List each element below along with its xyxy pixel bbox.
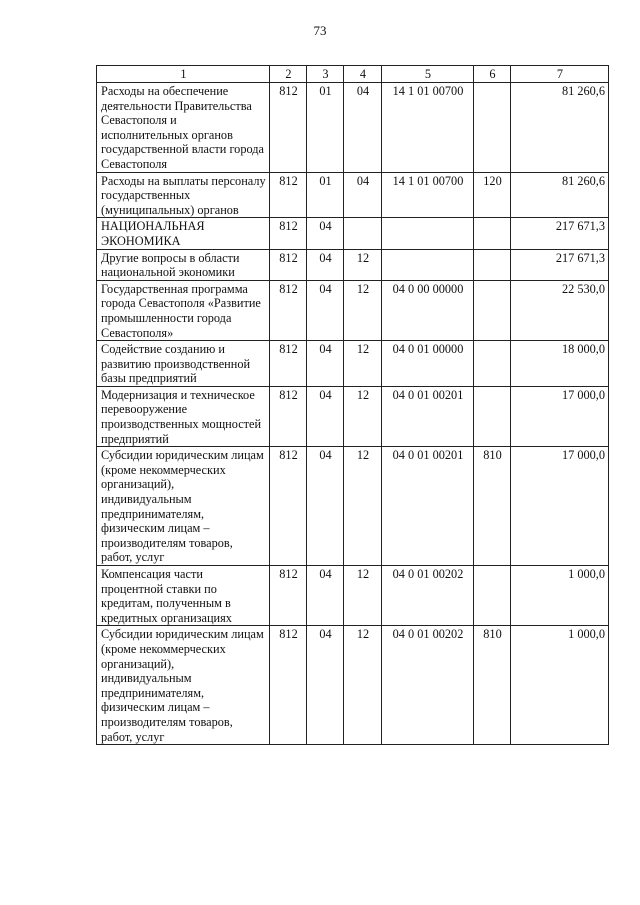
grbs-cell: 812 <box>270 626 307 745</box>
subsection-cell: 12 <box>344 386 382 446</box>
section-cell: 04 <box>307 341 344 387</box>
table-row <box>97 218 609 249</box>
column-header: 4 <box>344 66 382 83</box>
amount-cell: 17 000,0 <box>511 386 609 446</box>
table-row <box>97 566 609 626</box>
row-name: Субсидии юридическим лицам (кроме некоммерческих организаций), индивидуальным предпринимателям, физическим лицам – производителям товаров, работ, услуг <box>97 447 270 566</box>
row-name: Расходы на обеспечение деятельности Правительства Севастополя и исполнительных органов государственной власти города Севастополя <box>97 83 270 173</box>
subsection-cell: 12 <box>344 341 382 387</box>
subsection-cell: 12 <box>344 447 382 566</box>
table-row <box>97 386 609 446</box>
table-row <box>97 249 609 280</box>
column-header: 2 <box>270 66 307 83</box>
amount-cell: 81 260,6 <box>511 83 609 173</box>
row-name: Модернизация и техническое перевооружение производственных мощностей предприятий <box>97 386 270 446</box>
grbs-cell: 812 <box>270 172 307 218</box>
amount-cell: 1 000,0 <box>511 626 609 745</box>
expense-type-cell <box>474 386 511 446</box>
table-row <box>97 83 609 173</box>
expense-type-cell <box>474 83 511 173</box>
row-name: Субсидии юридическим лицам (кроме некоммерческих организаций), индивидуальным предпринимателям, физическим лицам – производителям товаров, работ, услуг <box>97 626 270 745</box>
column-header: 3 <box>307 66 344 83</box>
section-cell: 04 <box>307 626 344 745</box>
target-article-cell: 04 0 01 00202 <box>382 566 474 626</box>
grbs-cell: 812 <box>270 566 307 626</box>
row-name: Компенсация части процентной ставки по кредитам, полученным в кредитных организациях <box>97 566 270 626</box>
subsection-cell: 12 <box>344 566 382 626</box>
table-row <box>97 280 609 340</box>
grbs-cell: 812 <box>270 249 307 280</box>
grbs-cell: 812 <box>270 341 307 387</box>
table-header-row <box>97 66 609 83</box>
expense-type-cell <box>474 341 511 387</box>
target-article-cell <box>382 218 474 249</box>
row-name: Государственная программа города Севастополя «Развитие промышленности города Севастополя» <box>97 280 270 340</box>
section-cell: 04 <box>307 447 344 566</box>
section-cell: 04 <box>307 218 344 249</box>
page-number: 73 <box>313 23 327 38</box>
column-header: 7 <box>511 66 609 83</box>
column-header: 1 <box>97 66 270 83</box>
amount-cell: 217 671,3 <box>511 249 609 280</box>
subsection-cell: 04 <box>344 172 382 218</box>
target-article-cell: 04 0 01 00000 <box>382 341 474 387</box>
column-header: 6 <box>474 66 511 83</box>
amount-cell: 81 260,6 <box>511 172 609 218</box>
expense-type-cell <box>474 218 511 249</box>
row-name: Содействие созданию и развитию производственной базы предприятий <box>97 341 270 387</box>
grbs-cell: 812 <box>270 386 307 446</box>
budget-table <box>96 65 609 745</box>
target-article-cell: 04 0 01 00201 <box>382 447 474 566</box>
expense-type-cell: 120 <box>474 172 511 218</box>
target-article-cell: 04 0 01 00202 <box>382 626 474 745</box>
subsection-cell <box>344 218 382 249</box>
table-row <box>97 341 609 387</box>
row-name: НАЦИОНАЛЬНАЯ ЭКОНОМИКА <box>97 218 270 249</box>
grbs-cell: 812 <box>270 280 307 340</box>
amount-cell: 217 671,3 <box>511 218 609 249</box>
expense-type-cell: 810 <box>474 626 511 745</box>
row-name: Другие вопросы в области национальной экономики <box>97 249 270 280</box>
table-row <box>97 626 609 745</box>
amount-cell: 18 000,0 <box>511 341 609 387</box>
subsection-cell: 12 <box>344 249 382 280</box>
expense-type-cell <box>474 249 511 280</box>
section-cell: 04 <box>307 249 344 280</box>
subsection-cell: 04 <box>344 83 382 173</box>
target-article-cell: 04 0 01 00201 <box>382 386 474 446</box>
target-article-cell <box>382 249 474 280</box>
expense-type-cell <box>474 566 511 626</box>
target-article-cell: 14 1 01 00700 <box>382 172 474 218</box>
section-cell: 01 <box>307 172 344 218</box>
section-cell: 01 <box>307 83 344 173</box>
subsection-cell: 12 <box>344 280 382 340</box>
section-cell: 04 <box>307 566 344 626</box>
amount-cell: 17 000,0 <box>511 447 609 566</box>
section-cell: 04 <box>307 280 344 340</box>
row-name: Расходы на выплаты персоналу государственных (муниципальных) органов <box>97 172 270 218</box>
target-article-cell: 04 0 00 00000 <box>382 280 474 340</box>
grbs-cell: 812 <box>270 83 307 173</box>
grbs-cell: 812 <box>270 447 307 566</box>
section-cell: 04 <box>307 386 344 446</box>
expense-type-cell <box>474 280 511 340</box>
expense-type-cell: 810 <box>474 447 511 566</box>
subsection-cell: 12 <box>344 626 382 745</box>
amount-cell: 1 000,0 <box>511 566 609 626</box>
table-row <box>97 447 609 566</box>
target-article-cell: 14 1 01 00700 <box>382 83 474 173</box>
grbs-cell: 812 <box>270 218 307 249</box>
amount-cell: 22 530,0 <box>511 280 609 340</box>
table-row <box>97 172 609 218</box>
column-header: 5 <box>382 66 474 83</box>
